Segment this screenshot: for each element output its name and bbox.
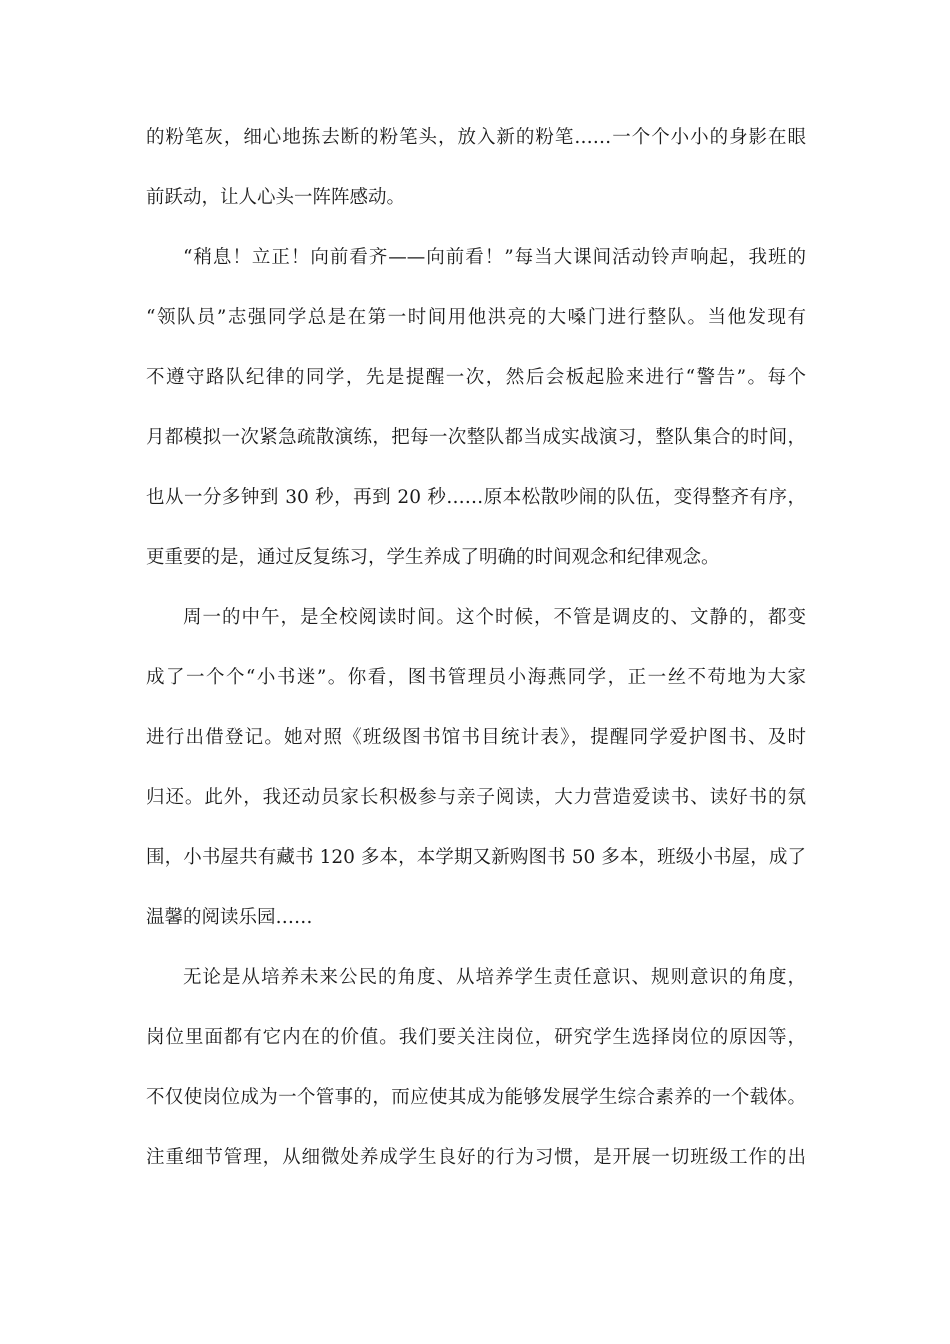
text-line: 围，小书屋共有藏书 120 多本，本学期又新购图书 50 多本，班级小书屋，成了: [146, 847, 806, 868]
document-body: [146, 118, 806, 1178]
paragraph-first-line: 周一的中午，是全校阅读时间。这个时候，不管是调皮的、文静的，都变: [183, 607, 806, 628]
text-line: “领队员”志强同学总是在第一时间用他洪亮的大嗓门进行整队。当他发现有: [146, 307, 806, 328]
text-line: 不仅使岗位成为一个管事的，而应使其成为能够发展学生综合素养的一个载体。: [146, 1087, 806, 1108]
text-line: 更重要的是，通过反复练习，学生养成了明确的时间观念和纪律观念。: [146, 547, 720, 568]
text-line: 进行出借登记。她对照《班级图书馆书目统计表》，提醒同学爱护图书、及时: [146, 727, 806, 748]
text-line: 月都模拟一次紧急疏散演练，把每一次整队都当成实战演习，整队集合的时间，: [146, 427, 806, 448]
paragraph-first-line: “稍息！立正！向前看齐——向前看！”每当大课间活动铃声响起，我班的: [183, 247, 806, 268]
text-line: 归还。此外，我还动员家长积极参与亲子阅读，大力营造爱读书、读好书的氛: [146, 787, 806, 808]
paragraph-first-line: 无论是从培养未来公民的角度、从培养学生责任意识、规则意识的角度，: [183, 967, 806, 988]
text-line: 前跃动，让人心头一阵阵感动。: [146, 187, 406, 208]
text-line: 的粉笔灰，细心地拣去断的粉笔头，放入新的粉笔……一个个小小的身影在眼: [146, 127, 806, 148]
text-line: 成了一个个“小书迷”。你看，图书管理员小海燕同学，正一丝不苟地为大家: [146, 667, 806, 688]
text-line: 不遵守路队纪律的同学，先是提醒一次，然后会板起脸来进行“警告”。每个: [146, 367, 806, 388]
text-line: 也从一分多钟到 30 秒，再到 20 秒……原本松散吵闹的队伍，变得整齐有序，: [146, 487, 806, 508]
text-line: 岗位里面都有它内在的价值。我们要关注岗位，研究学生选择岗位的原因等，: [146, 1027, 806, 1048]
text-line: 温馨的阅读乐园……: [146, 907, 313, 928]
text-line: 注重细节管理，从细微处养成学生良好的行为习惯，是开展一切班级工作的出: [146, 1147, 806, 1168]
